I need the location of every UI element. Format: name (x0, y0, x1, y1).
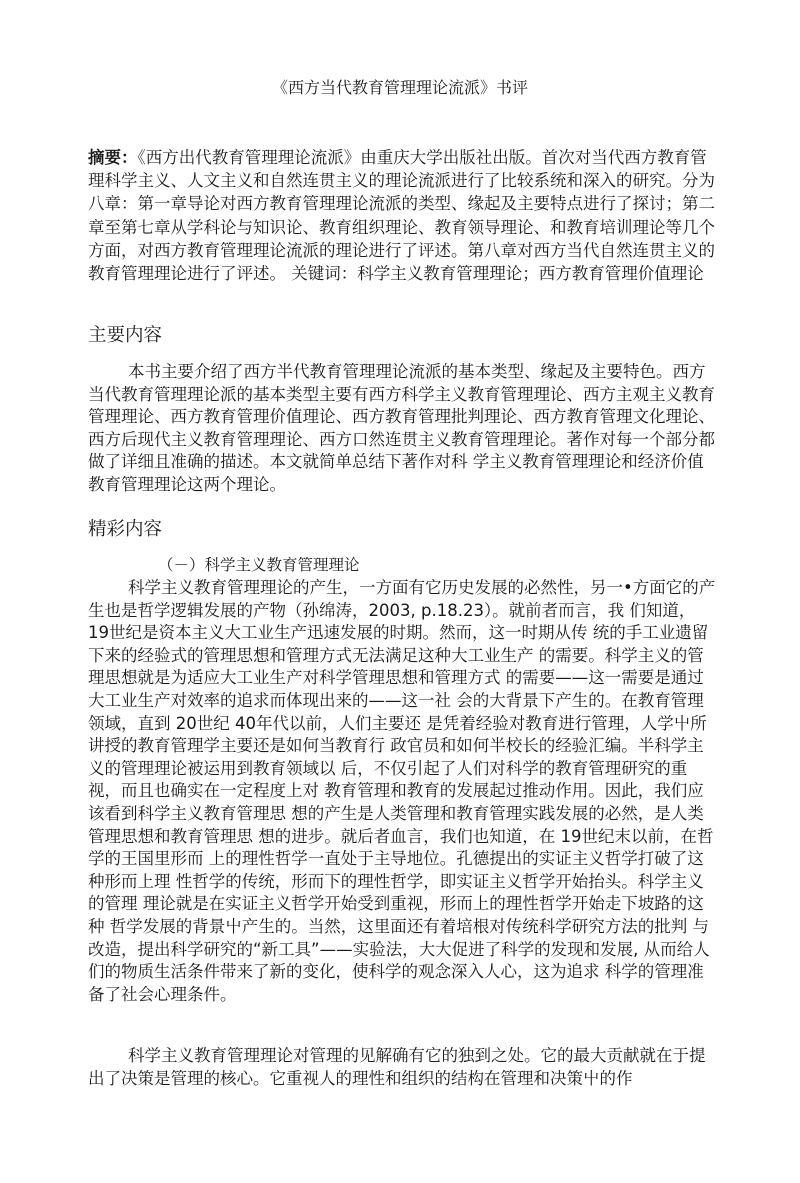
section-heading-main-content: 主要内容 (88, 325, 163, 346)
document-title: 《西方当代教育管理理论流派》书评 (271, 78, 528, 97)
section-body-main-content: 本书主要介绍了西方半代教育管理理论流派的基本类型、缘起及主要特色。西方当代教育管理理论派的基本类型主要有西方科学主义教育管理理论、西方主观主义教育管理理论、西方教育管理价值理论、西方教育管理批判理论、西方教育管理文化理论、西方后现代主义教育管理理论、西方口然连贯主义教育管理理论。著作对每一个部分都做了详细且准确的描述。本文就简单总结下著作对科 学主义教育管理理论和经济价值教育管理理论这两个理论。 (88, 362, 715, 494)
abstract-label: 摘要： (88, 148, 138, 167)
subsection-paragraph-2: 科学主义教育管理理论对管理的见解确有它的独到之处。它的最大贡献就在于提出了决策是管理的核心。它重视人的理性和组织的结构在管理和决策屮的作 (88, 1046, 706, 1088)
subsection-paragraph-1: 科学主义教育管理理论的产生，一方面有它历史发展的必然性，另一•方面它的产生也是哲学逻辑发展的产物（孙绵涛，2003, p.18.23）。就前者而言，我 们知道，19世纪是资本主义大工业生产迅速发展的时期。然而，这一时期从传 统的手工业遗留下来的经验式的管理思想和管理方式无法满足这种大工业生产 的需要。科学主义的管理思想就是为适应大工业生产对科学管理思想和管理方式 的需要——这一需要是通过大工业生产对效率的追求而体现出来的——这一社 会的大背景下产生的。在教育管理领域，直到 20世纪 40年代以前，人们主要还 是凭着经验对教育进行管理，人学屮所讲授的教育管理学主要还是如何当教育行 政官员和如何半校长的经验汇编。半科学主义的管理理论被运用到教育领域以 后，不仅引起了人们对科学的教育管理研究的重视，而且也确实在一定程度上对 教育管理和教育的发展起过推动作用。因此，我们应该看到科学主义教育管理思 想的产生是人类管理和教育管理实践发展的必然，是人类管理思想和教育管理思 想的进步。就后者血言，我们也知道，在 19世纪末以前，在哲学的王国里形而 上的理性哲学一直处于主导地位。孔德提出的实证主义哲学打破了这种形而上理 性哲学的传统，形而下的理性哲学，即实证主义哲学开始抬头。科学主义的管理 理论就是在实证主义哲学开始受到重视，形而上的理性哲学开始走下坡路的这种 哲学发展的背景屮产生的。当然，这里面还有着培根对传统科学研究方法的批判 与改造，提出科学研究的“新工具”——实验法，大大促进了科学的发现和发展, 从而给人们的物质生活条件带来了新的变化，使科学的观念深入人心，这为追求 科学的管理准备了社会心理条件。 (88, 578, 716, 1004)
abstract (88, 146, 716, 285)
abstract-text: 《西方出代教育管理理论流派》由重庆大学出版社出版。首次对当代西方教育管理科学主义、人文主义和自然连贯主义的理论流派进行了比较系统和深入的研究。分为八章：第一章导论对西方教育管理理论流派的类型、缘起及主要特点进行了探讨；第二章至第七章从学科论与知识论、教育组织理论、教育领导理论、和教育培训理论等几个方面，对西方教育管理理论流派的理论进行了评述。第八章对西方当代自然连贯主义的教育管理理论进行了评述。 关键词：科学主义教育管理理论；西方教育管理价值理论 (88, 148, 715, 284)
subsection-heading-scientism: （－）科学主义教育管理理论 (158, 556, 360, 574)
section-heading-highlights: 精彩内容 (88, 519, 163, 540)
